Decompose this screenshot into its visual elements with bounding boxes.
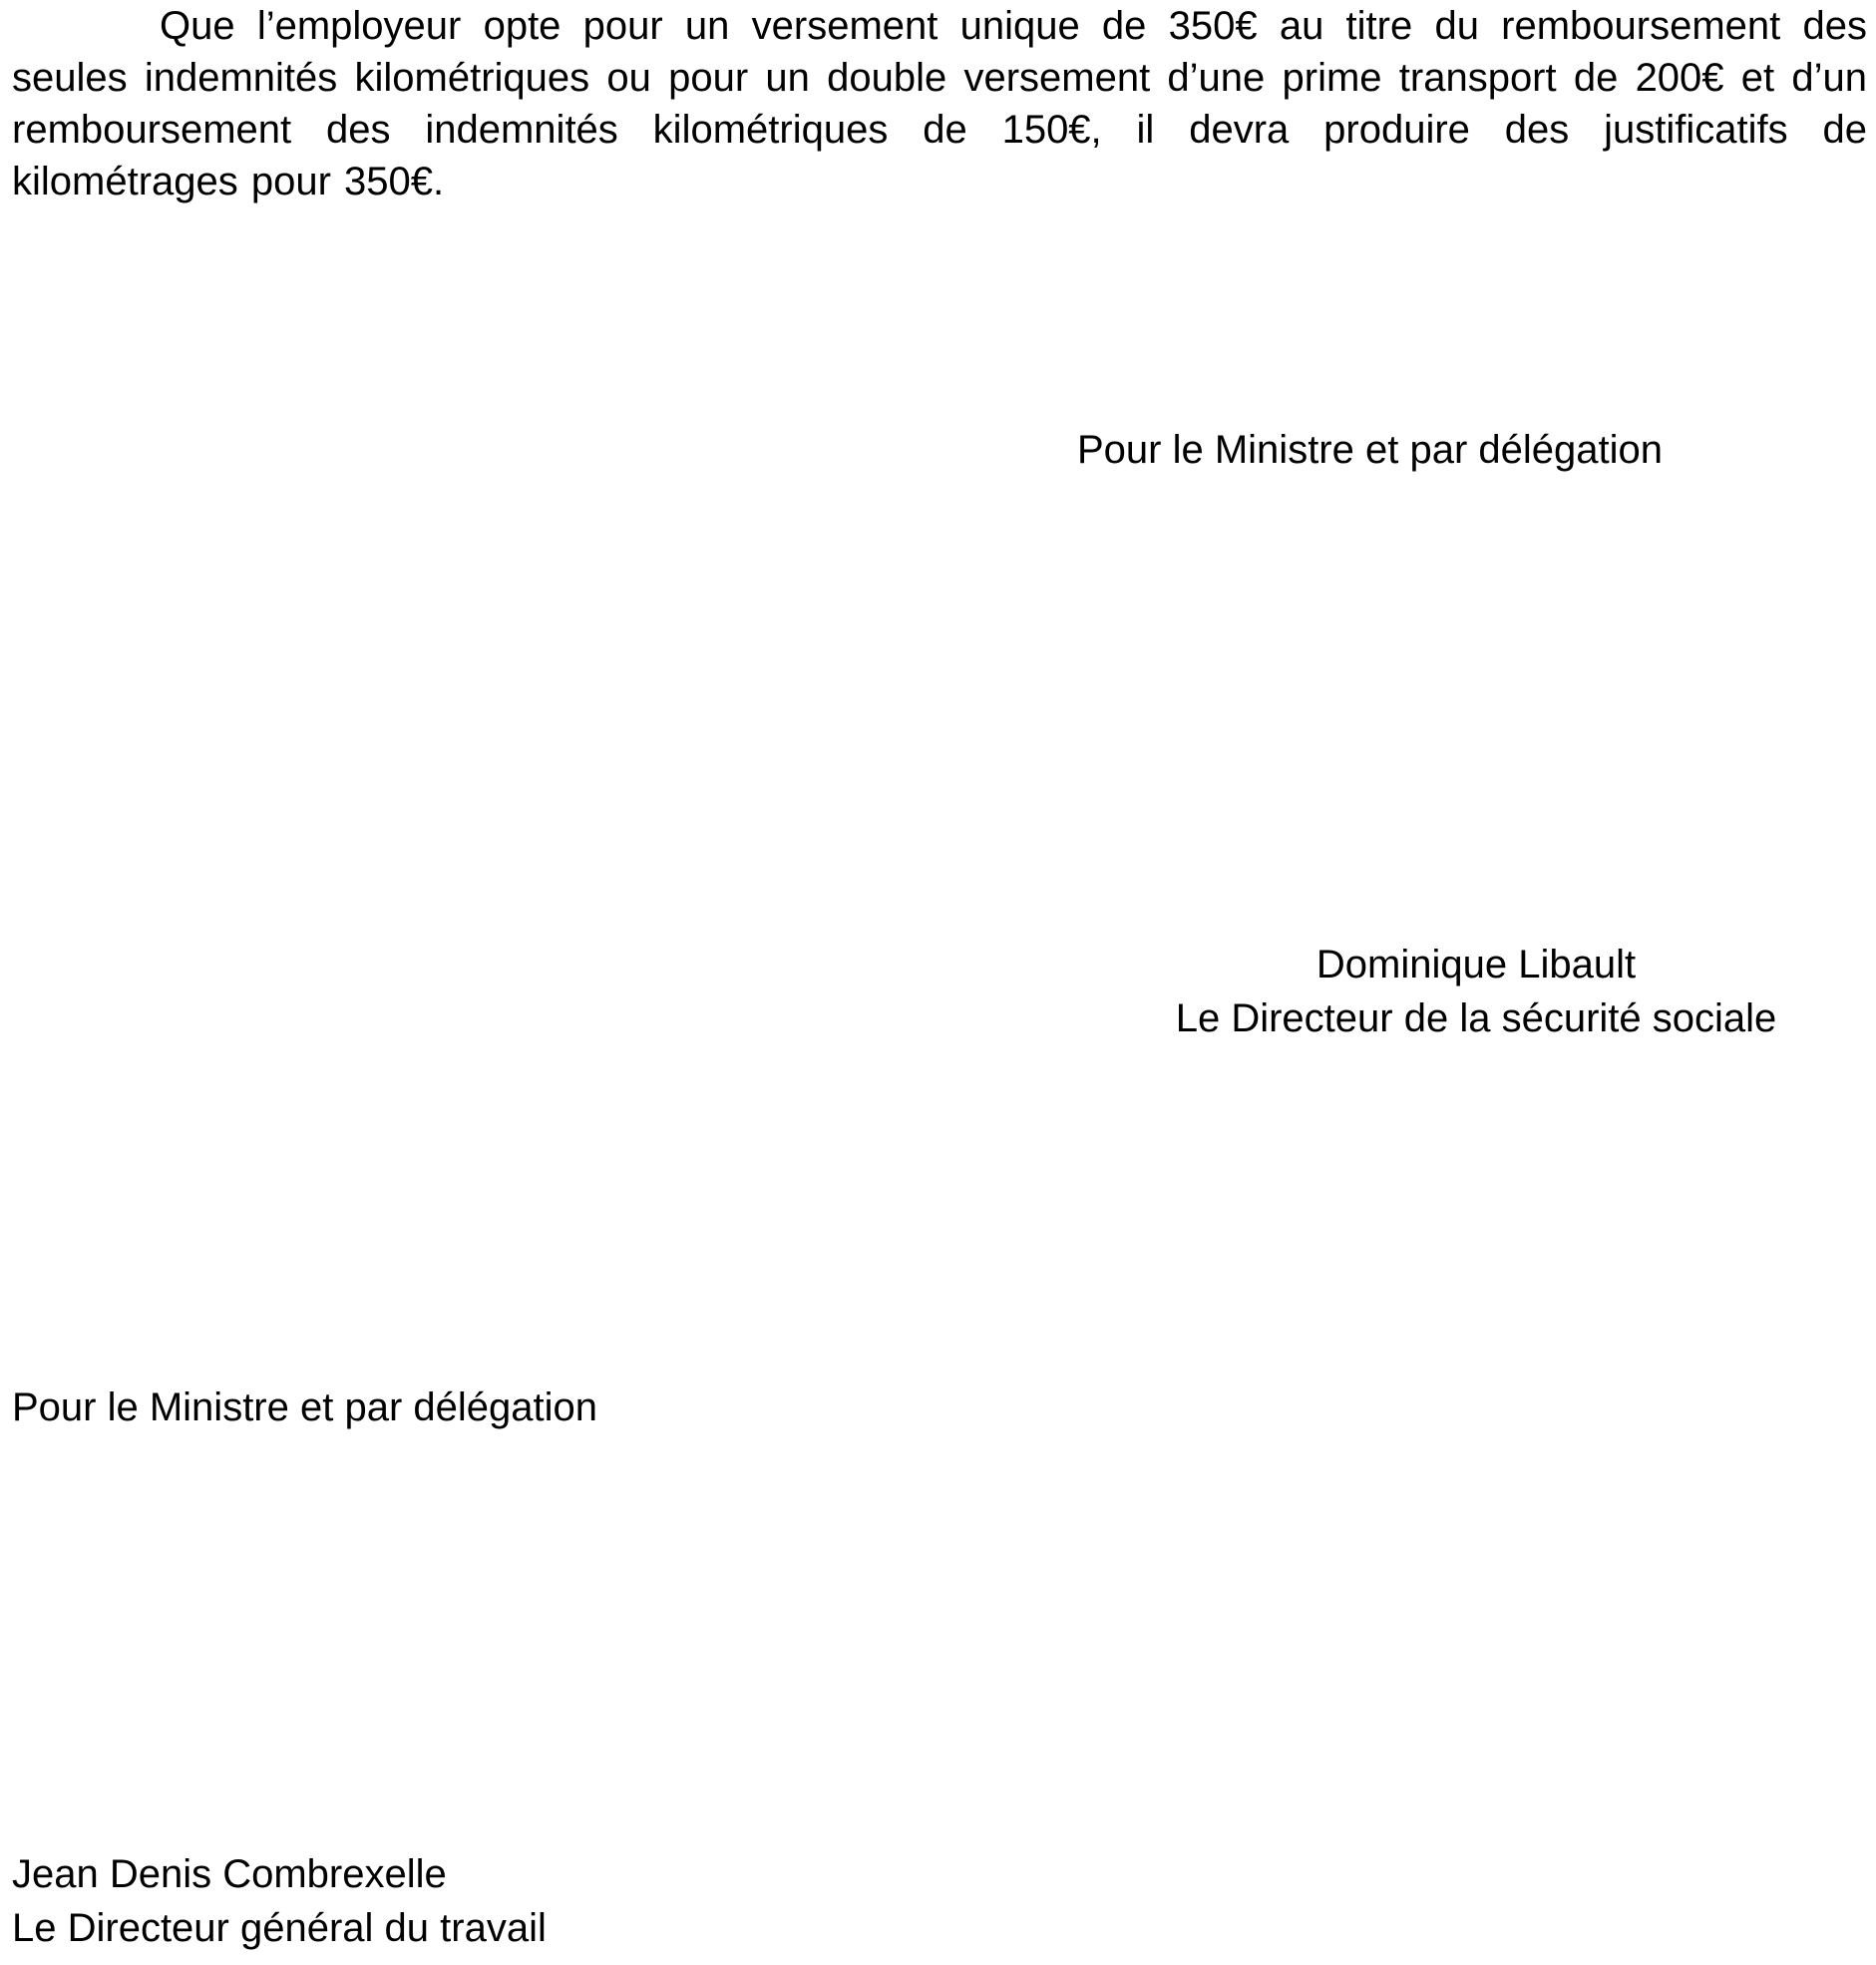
signature-2-block xyxy=(12,1847,910,1955)
body-paragraph: Que l’employeur opte pour un versement unique de 350€ au titre du remboursement des seules indemnités kilométriques ou pour un double versement d’une prime transport de 200€ et d’un remboursement des indemnités kilométriques de 150€, il devra produire des justificatifs de kilométrages pour 350€. xyxy=(12,4,1867,203)
signature-2-name: Jean Denis Combrexelle xyxy=(12,1852,447,1896)
signature-1-title: Le Directeur de la sécurité sociale xyxy=(1175,996,1777,1040)
signature-1-name: Dominique Libault xyxy=(1315,943,1637,986)
signature-2-delegation: Pour le Ministre et par délégation xyxy=(12,1385,597,1429)
signature-2-title: Le Directeur général du travail xyxy=(12,1906,547,1950)
signature-1-block xyxy=(1077,938,1875,1045)
signature-1-delegation: Pour le Ministre et par délégation xyxy=(1077,428,1663,472)
